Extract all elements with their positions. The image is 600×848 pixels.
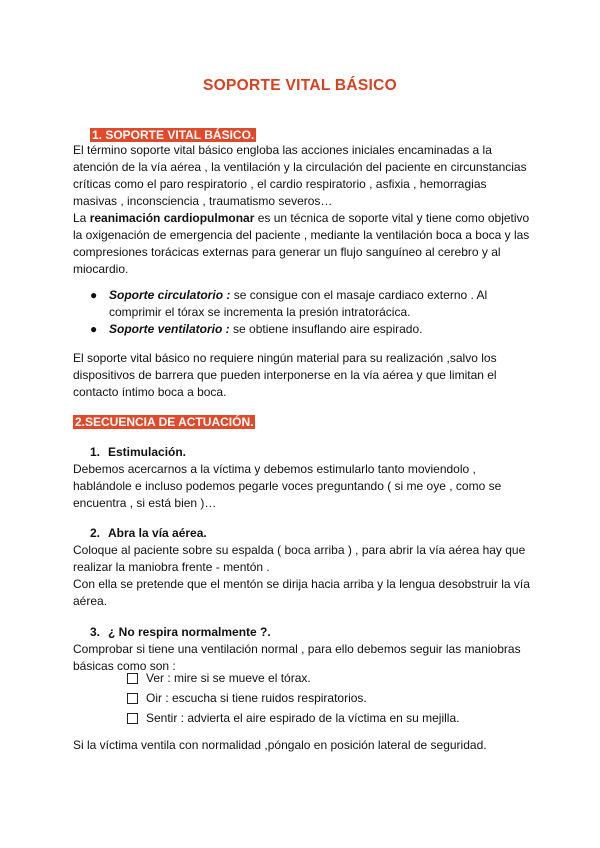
check-item-text: Oir : escucha si tiene ruidos respiratorios. bbox=[146, 691, 367, 705]
step-2-body bbox=[73, 542, 533, 610]
section-1-body bbox=[73, 142, 533, 278]
paragraph-2-prefix: La bbox=[73, 211, 90, 225]
step-number: 1. bbox=[90, 445, 101, 459]
rcp-term: reanimación cardiopulmonar bbox=[89, 211, 255, 225]
step-title-text: Abra la vía aérea. bbox=[108, 526, 207, 540]
check-item-text: Sentir : advierta el aire espirado de la víctima en su mejilla. bbox=[146, 711, 460, 725]
section-2-heading: 2.SECUENCIA DE ACTUACIÓN. bbox=[75, 415, 254, 429]
bullet-text: se obtiene insuflando aire espirado. bbox=[229, 322, 423, 336]
bullet-icon: ● bbox=[90, 322, 98, 336]
step-1-title bbox=[90, 445, 186, 459]
check-item bbox=[127, 688, 459, 708]
step-1-body bbox=[73, 461, 533, 512]
bullet-item bbox=[90, 287, 530, 321]
bullet-text: se consigue con el masaje cardiaco externo . Al comprimir el tórax se incrementa la presión intratorácica. bbox=[109, 288, 488, 319]
closing-paragraph: Si la víctima ventila con normalidad ,póngalo en posición lateral de seguridad. bbox=[73, 738, 487, 752]
check-list bbox=[127, 668, 459, 728]
bullet-icon: ● bbox=[90, 288, 98, 302]
step-number: 3. bbox=[90, 625, 101, 639]
section-1-paragraph-2 bbox=[73, 210, 533, 278]
step-title-text: Estimulación. bbox=[108, 445, 187, 459]
step-2-title bbox=[90, 526, 207, 540]
document-title: SOPORTE VITAL BÁSICO bbox=[202, 77, 398, 94]
step-3-title bbox=[90, 625, 271, 639]
step-2-line-1: Coloque al paciente sobre su espalda ( boca arriba ) , para abrir la vía aérea hay que realizar la maniobra frente - mentón . bbox=[73, 543, 526, 574]
bullet-item bbox=[90, 321, 530, 338]
bullet-term: Soporte circulatorio : bbox=[109, 288, 231, 302]
support-bullet-list bbox=[90, 287, 530, 338]
checkbox-icon bbox=[127, 693, 138, 704]
bullet-term: Soporte ventilatorio : bbox=[109, 322, 230, 336]
checkbox-icon bbox=[127, 713, 138, 724]
check-item bbox=[127, 668, 459, 688]
step-2-line-2: Con ella se pretende que el mentón se dirija hacia arriba y la lengua desobstruir la vía aérea. bbox=[73, 577, 530, 608]
step-3-line-1: Comprobar si tiene una ventilación normal , para ello debemos seguir las maniobras básicas como son : bbox=[73, 642, 521, 673]
section-1-paragraph-1: El término soporte vital básico engloba las acciones iniciales encaminadas a la atención de la vía aérea , la ventilación y la circulación del paciente en circunstancias críticas como el paro respiratorio , el cardio respiratorio , asfixia , hemorragias masivas , inconsciencia , traumatismo severos… bbox=[73, 143, 527, 208]
step-title-text: ¿ No respira normalmente ?. bbox=[108, 625, 271, 639]
step-number: 2. bbox=[90, 526, 101, 540]
section-1-heading: 1. SOPORTE VITAL BÁSICO. bbox=[92, 128, 255, 142]
step-1-line-1: Debemos acercarnos a la víctima y debemos estimularlo tanto moviendolo , hablándole e incluso podemos pegarle voces preguntando ( si me oye , como se encuentra , si está bien )… bbox=[73, 462, 502, 510]
section-1-paragraph-3: El soporte vital básico no requiere ningún material para su realización ,salvo los dispositivos de barrera que pueden interponerse en la vía aérea y que limitan el contacto íntimo boca a boca. bbox=[73, 351, 497, 399]
paragraph-2-rest: es un técnica de soporte vital y tiene como objetivo la oxigenación de emergencia del paciente , mediante la ventilación boca a boca y las compresiones torácicas externas para generar un flujo sanguíneo al cerebro y al miocardio. bbox=[73, 211, 530, 276]
check-item bbox=[127, 708, 459, 728]
check-item-text: Ver : mire si se mueve el tórax. bbox=[146, 671, 311, 685]
checkbox-icon bbox=[127, 673, 138, 684]
